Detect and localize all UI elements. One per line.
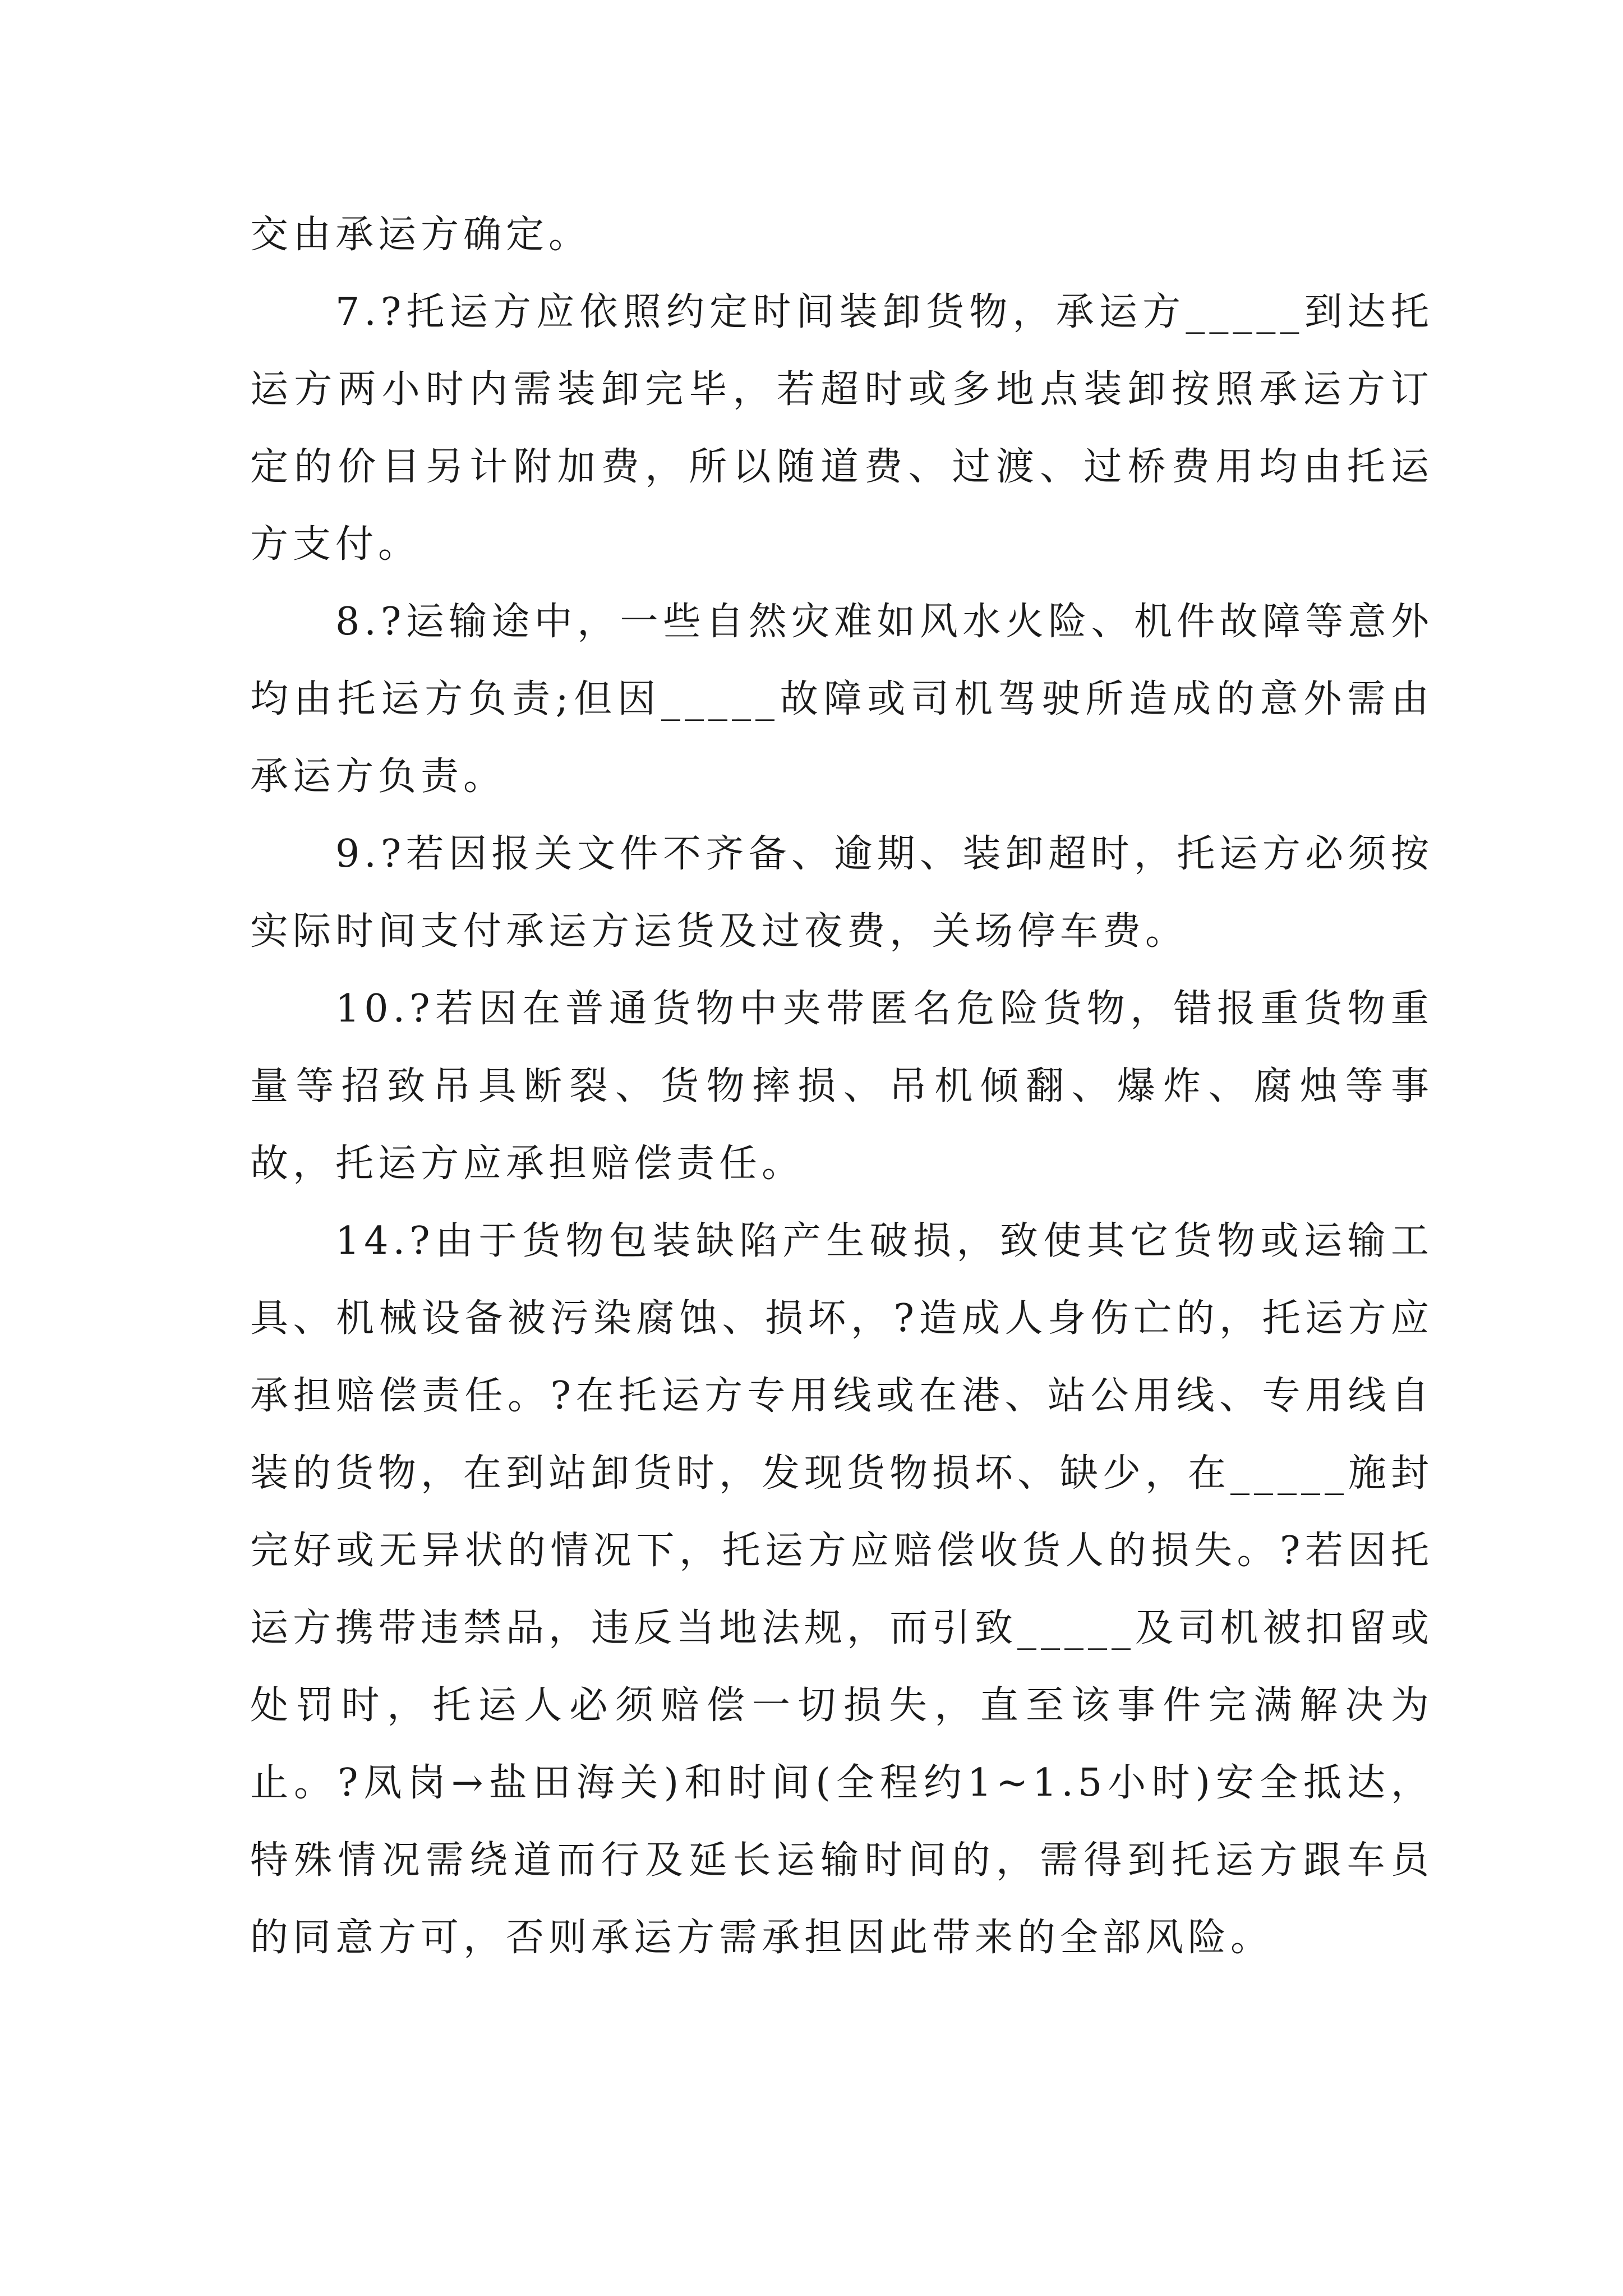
paragraph-continuation: 交由承运方确定。 <box>250 213 592 257</box>
contract-text-body <box>250 196 1433 1977</box>
paragraph-clause-14: 14.?由于货物包装缺陷产生破损，致使其它货物或运输工具、机械设备被污染腐蚀、损坏，?造成人身伤亡的，托运方应承担赔偿责任。?在托运方专用线或在港、站公用线、专用线自装的货物，在到站卸货时，发现货物损坏、缺少，在_____施封完好或无异状的情况下，托运方应赔偿收货人的损失。?若因托运方携带违禁品，违反当地法规，而引致_____及司机被扣留或处罚时，托运人必须赔偿一切损失，直至该事件完满解决为止。?凤岗→盐田海关)和时间(全程约1~1.5小时)安全抵达，特殊情况需绕道而行及延长运输时间的，需得到托运方跟车员的同意方可，否则承运方需承担因此带来的全部风险。 <box>250 1219 1434 1960</box>
paragraph-clause-8: 8.?运输途中，一些自然灾难如风水火险、机件故障等意外均由托运方负责;但因_____故障或司机驾驶所造成的意外需由承运方负责。 <box>250 600 1433 799</box>
paragraph-clause-7: 7.?托运方应依照约定时间装卸货物，承运方_____到达托运方两小时内需装卸完毕，若超时或多地点装卸按照承运方订定的价目另计附加费，所以随道费、过渡、过桥费用均由托运方支付。 <box>250 290 1433 567</box>
paragraph-clause-9: 9.?若因报关文件不齐备、逾期、装卸超时，托运方必须按实际时间支付承运方运货及过夜费，关场停车费。 <box>250 832 1433 954</box>
paragraph-clause-10: 10.?若因在普通货物中夹带匿名危险货物，错报重货物重量等招致吊具断裂、货物摔损、吊机倾翻、爆炸、腐烛等事故，托运方应承担赔偿责任。 <box>250 987 1433 1186</box>
